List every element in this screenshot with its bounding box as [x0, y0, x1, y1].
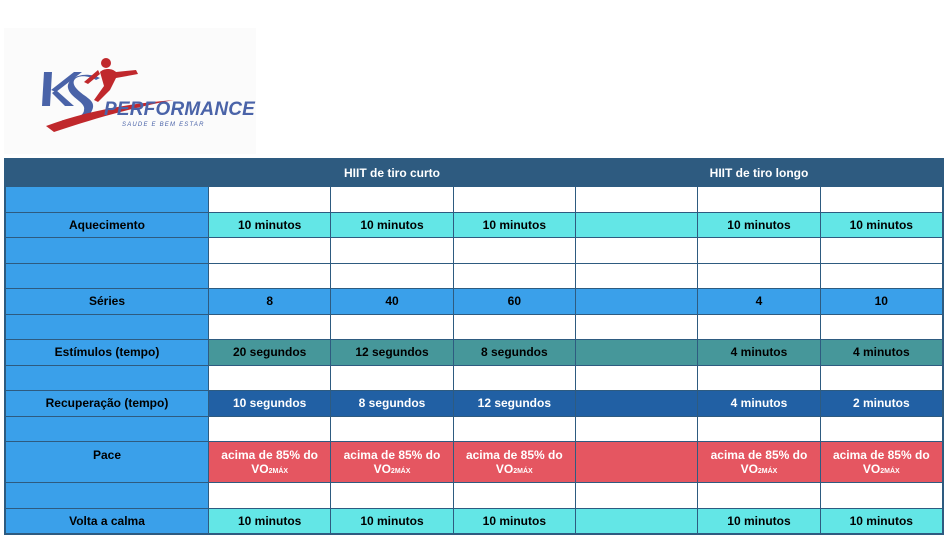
pace-cell	[821, 442, 942, 482]
value-cell: 10 minutos	[209, 509, 330, 534]
pace-cell	[209, 442, 330, 482]
value-cell: 2 minutos	[821, 391, 942, 416]
empty-cell	[698, 315, 819, 340]
row-recuperacao	[6, 391, 942, 416]
value-cell: 10 minutos	[698, 213, 819, 238]
row-pace	[6, 442, 942, 482]
empty-cell	[576, 264, 697, 289]
header-corner	[6, 160, 208, 186]
empty-cell	[331, 366, 452, 391]
empty-cell	[821, 238, 942, 263]
pace-vo: VO	[251, 462, 269, 476]
row-label: Aquecimento	[6, 213, 208, 238]
empty-cell	[576, 187, 697, 212]
value-cell: 10 segundos	[209, 391, 330, 416]
header-hiit-short: HIIT de tiro curto	[209, 160, 575, 186]
value-cell: 20 segundos	[209, 340, 330, 365]
pace-vo: VO	[740, 462, 758, 476]
empty-cell	[209, 315, 330, 340]
spacer-row	[6, 264, 942, 289]
row-aquecimento	[6, 213, 942, 238]
empty-cell	[698, 417, 819, 442]
row-volta-calma	[6, 509, 942, 534]
row-series	[6, 289, 942, 314]
empty-cell	[454, 417, 575, 442]
value-cell: 8 segundos	[454, 340, 575, 365]
empty-cell	[454, 315, 575, 340]
pace-vo: VO	[862, 462, 881, 476]
label-cell	[6, 483, 208, 508]
value-cell: 12 segundos	[454, 391, 575, 416]
empty-cell	[331, 238, 452, 263]
empty-cell	[821, 315, 942, 340]
empty-cell	[576, 315, 697, 340]
pace-vo-subscript: 2MÁX	[513, 468, 533, 475]
empty-cell	[698, 264, 819, 289]
value-cell	[576, 509, 697, 534]
value-cell: 40	[331, 289, 452, 314]
row-label: Recuperação (tempo)	[6, 391, 208, 416]
empty-cell	[331, 483, 452, 508]
label-cell	[6, 238, 208, 263]
value-cell	[576, 213, 697, 238]
pace-vo-subscript: 2MÁX	[390, 468, 411, 475]
empty-cell	[821, 366, 942, 391]
empty-cell	[576, 366, 697, 391]
pace-text: acima de 85% do	[343, 447, 441, 462]
empty-cell	[576, 238, 697, 263]
pace-text: acima de 85% do	[832, 447, 930, 462]
empty-cell	[331, 187, 452, 212]
empty-cell	[331, 417, 452, 442]
pace-vo-subscript: 2MÁX	[268, 468, 289, 475]
row-label: Volta a calma	[6, 509, 208, 534]
empty-cell	[821, 417, 942, 442]
empty-cell	[454, 238, 575, 263]
empty-cell	[209, 187, 330, 212]
value-cell: 10	[821, 289, 942, 314]
header-hiit-long: HIIT de tiro longo	[576, 160, 942, 186]
value-cell: 8 segundos	[331, 391, 452, 416]
empty-cell	[821, 264, 942, 289]
spacer-row	[6, 417, 942, 442]
row-label: Estímulos (tempo)	[6, 340, 208, 365]
label-cell	[6, 417, 208, 442]
value-cell: 10 minutos	[698, 509, 819, 534]
pace-vo-subscript: 2MÁX	[757, 468, 778, 475]
empty-cell	[331, 315, 452, 340]
spacer-row	[6, 366, 942, 391]
pace-vo-subscript: 2MÁX	[880, 468, 900, 475]
empty-cell	[576, 417, 697, 442]
value-cell: 4	[698, 289, 819, 314]
value-cell: 8	[209, 289, 330, 314]
value-cell: 10 minutos	[454, 509, 575, 534]
value-cell: 10 minutos	[209, 213, 330, 238]
row-estimulos	[6, 340, 942, 365]
ks-performance-logo	[4, 28, 256, 154]
value-cell: 4 minutos	[821, 340, 942, 365]
empty-cell	[698, 483, 819, 508]
empty-cell	[209, 264, 330, 289]
pace-vo: VO	[495, 462, 514, 476]
empty-cell	[698, 366, 819, 391]
header-row	[6, 160, 942, 186]
value-cell: 12 segundos	[331, 340, 452, 365]
empty-cell	[209, 483, 330, 508]
spacer-row	[6, 315, 942, 340]
empty-cell	[821, 187, 942, 212]
empty-cell	[698, 187, 819, 212]
brand-name: PERFORMANCE	[104, 99, 256, 120]
value-cell: 10 minutos	[821, 509, 942, 534]
label-cell	[6, 264, 208, 289]
empty-cell	[454, 366, 575, 391]
pace-text: acima de 85% do	[221, 447, 319, 462]
pace-text: acima de 85% do	[465, 447, 563, 462]
empty-cell	[331, 264, 452, 289]
pace-cell	[454, 442, 575, 482]
empty-cell	[698, 238, 819, 263]
value-cell: 4 minutos	[698, 340, 819, 365]
empty-cell	[576, 483, 697, 508]
empty-cell	[209, 366, 330, 391]
empty-cell	[454, 187, 575, 212]
spacer-row	[6, 483, 942, 508]
label-cell	[6, 187, 208, 212]
value-cell: 10 minutos	[331, 213, 452, 238]
value-cell: 4 minutos	[698, 391, 819, 416]
runner-logo-icon	[4, 28, 256, 154]
row-label: Pace	[6, 442, 208, 482]
pace-cell	[331, 442, 452, 482]
pace-cell-empty	[576, 442, 697, 482]
pace-cell	[698, 442, 819, 482]
empty-cell	[821, 483, 942, 508]
pace-vo: VO	[373, 462, 391, 476]
empty-cell	[209, 238, 330, 263]
value-cell: 10 minutos	[454, 213, 575, 238]
value-cell	[576, 391, 697, 416]
spacer-row	[6, 187, 942, 212]
label-cell	[6, 366, 208, 391]
empty-cell	[209, 417, 330, 442]
pace-text: acima de 85% do	[710, 447, 808, 462]
empty-cell	[454, 264, 575, 289]
row-label: Séries	[6, 289, 208, 314]
spacer-row	[6, 238, 942, 263]
label-cell	[6, 315, 208, 340]
hiit-table	[4, 158, 944, 535]
value-cell: 10 minutos	[331, 509, 452, 534]
value-cell	[576, 289, 697, 314]
value-cell	[576, 340, 697, 365]
value-cell: 10 minutos	[821, 213, 942, 238]
empty-cell	[454, 483, 575, 508]
value-cell: 60	[454, 289, 575, 314]
brand-tagline: SAUDE E BEM ESTAR	[122, 122, 205, 128]
